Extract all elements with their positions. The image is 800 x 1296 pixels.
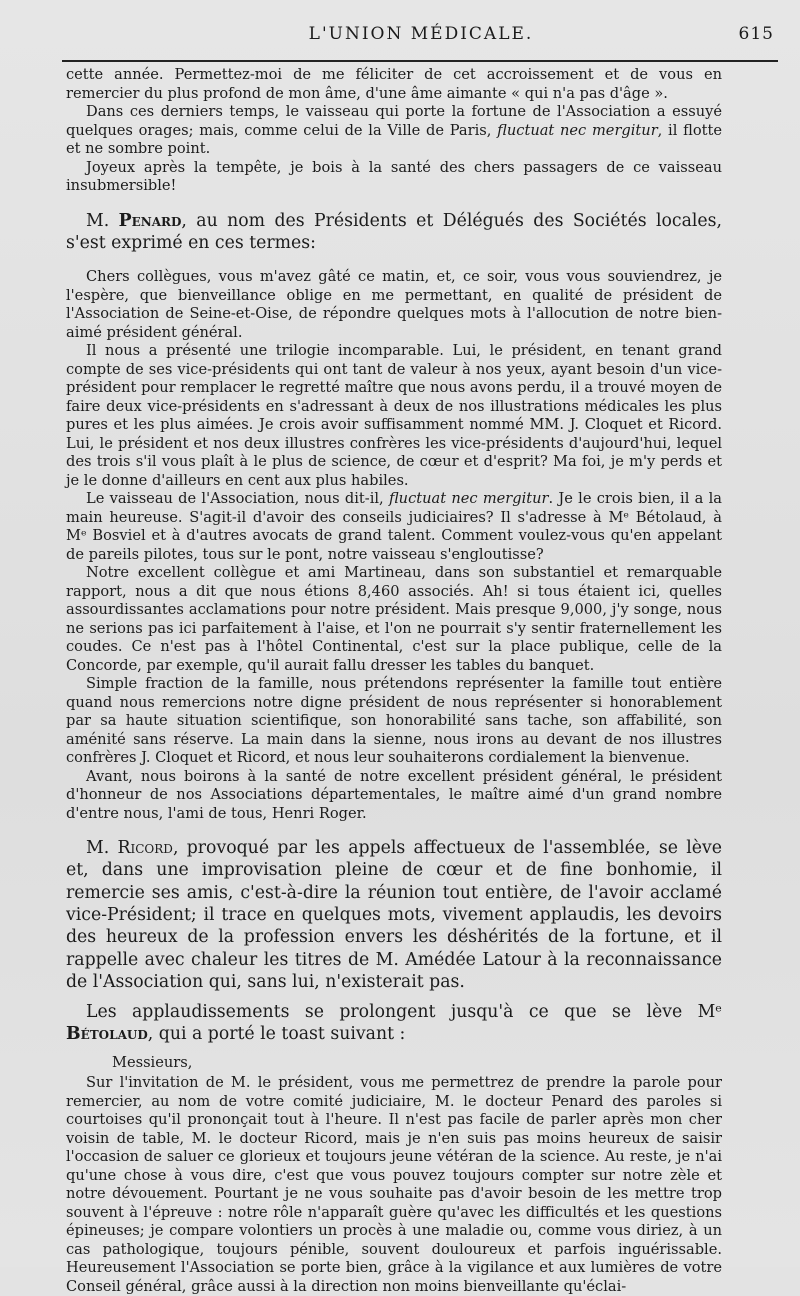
paragraph xyxy=(66,1074,722,1296)
paragraph-text: , qui a porté le toast suivant : xyxy=(147,1024,406,1045)
paragraph-text: Messieurs, xyxy=(112,1053,193,1071)
latin-phrase: fluctuat nec mergitur xyxy=(497,121,658,139)
paragraph xyxy=(66,66,722,103)
paragraph xyxy=(66,159,722,196)
paragraph xyxy=(66,1054,722,1073)
speaker-name: Bétolaud xyxy=(66,1024,148,1045)
paragraph-text: Le vaisseau de l'Association, nous dit-il, xyxy=(86,490,389,508)
paragraph xyxy=(66,1001,722,1046)
paragraph xyxy=(66,490,722,564)
paragraph xyxy=(66,675,722,768)
paragraph-text: Joyeux après la tempête, je bois à la santé des chers passagers de ce vaisseau insubmersible! xyxy=(66,158,722,194)
page-body xyxy=(66,66,722,1296)
page-header xyxy=(60,24,782,50)
paragraph-text: Les applaudissements se prolongent jusqu'à ce que se lève Mᵉ xyxy=(86,1002,722,1023)
paragraph-text: , il flotte et ne sombre point. xyxy=(66,121,723,157)
paragraph xyxy=(66,210,722,255)
paragraph-text: , au nom des Présidents et Délégués des Sociétés locales, s'est exprimé en ces termes: xyxy=(66,210,722,253)
paragraph-text: Dans ces derniers temps, le vaisseau qui porte la fortune de l'Association a essuyé quelques orages; mais, comme celui de la Ville de Paris, xyxy=(66,103,722,139)
paragraph xyxy=(66,564,722,675)
paragraph-text: Notre excellent collègue et ami Martineau, dans son substantiel et remarquable rapport, nous a dit que nous étions 8,460 associés. Ah! si tous étaient ici, quelles assourdissantes acclamations pour notre président. Mais presque 9,000, j'y songe, nous ne serions pas ici parfaitement à l'aise, et l'on ne pourrait s'y sentir fraternellement les coudes. Ce n'est pas à l'hôtel Continental, c'est sur la place publique, celle de la Concorde, par exemple, qu'il aurait fallu dresser les tables du banquet. xyxy=(66,564,722,674)
paragraph-text: M. xyxy=(86,838,118,859)
running-title: L'UNION MÉDICALE. xyxy=(308,24,534,44)
paragraph-text: Sur l'invitation de M. le président, vous me permettrez de prendre la parole pour remercier, au nom de votre comité judiciaire, M. le docteur Penard des paroles si courtoises qu'il prononçait tout à l'heure. Il n'est pas facile de parler après mon cher voisin de table, M. le docteur Ricord, mais je n'en suis pas moins heureux de saisir l'occasion de saluer ce glorieux et toujours jeune vétéran de la science. Au reste, je n'ai qu'une chose à vous dire, c'est que vous pouvez toujours compter sur notre zèle et notre dévouement. Pourtant je ne vous souhaite pas d'avoir besoin de les mettre trop souvent à l'épreuve : notre rôle n'apparaît guère qu'avec les difficultés et les questions épineuses; je compare volontiers un procès à une maladie ou, comme vous diriez, à un cas pathologique, toujours pénible, souvent douloureux et parfois inguérissable. Heureusement l'Association se porte bien, grâce à la vigilance et aux lumières de votre Conseil général, grâce aussi à la direction non moins bienveillante qu'éclai- xyxy=(66,1074,722,1295)
paragraph xyxy=(66,342,722,490)
paragraph xyxy=(66,768,722,824)
paragraph xyxy=(66,837,722,993)
page-number: 615 xyxy=(738,24,774,44)
header-rule xyxy=(62,60,778,62)
paragraph-text: cette année. Permettez-moi de me féliciter de cet accroissement et de vous en remercier du plus profond de mon âme, d'une âme aimante « qui n'a pas d'âge ». xyxy=(66,66,722,102)
paragraph-text: Chers collègues, vous m'avez gâté ce matin, et, ce soir, vous vous souviendrez, je l'espère, que bienveillance oblige en me permettant, en qualité de président de l'Association de Seine-et-Oise, de répondre quelques mots à l'allocution de notre bien-aimé président général. xyxy=(66,268,722,341)
paragraph xyxy=(66,103,722,159)
speaker-name: Ricord xyxy=(117,838,173,859)
paragraph-text: Il nous a présenté une trilogie incomparable. Lui, le président, en tenant grand compte de ses vice-présidents qui ont tant de valeur à nos yeux, ayant besoin d'un vice-président pour remplacer le regretté maître que nous avons perdu, il a trouvé moyen de faire deux vice-présidents en s'adressant à deux de nos illustrations médicales les plus pures et les plus aimées. Je crois avoir suffisamment nommé MM. J. Cloquet et Ricord. Lui, le président et nos deux illustres confrères les vice-présidents d'aujourd'hui, lequel des trois s'il vous plaît à le plus de science, de cœur et d'esprit? Ma foi, je m'y perds et je le donne d'ailleurs en cent aux plus habiles. xyxy=(66,342,722,489)
paragraph-text: M. xyxy=(86,210,119,231)
paragraph-text: , provoqué par les appels affectueux de l'assemblée, se lève et, dans une improvisation pleine de cœur et de fine bonhomie, il remercie ses amis, c'est-à-dire la réunion tout entière, de l'avoir acclamé vice-Président; il trace en quelques mots, vivement applaudis, les devoirs des heureux de la profession envers les déshérités de la fortune, et il rappelle avec chaleur les titres de M. Amédée Latour à la reconnaissance de l'Association qui, sans lui, n'existerait pas. xyxy=(66,838,722,992)
latin-phrase: fluctuat nec mergitur xyxy=(388,490,549,508)
paragraph-text: Avant, nous boirons à la santé de notre excellent président général, le président d'honneur de nos Associations départementales, le maître aimé d'un grand nombre d'entre nous, l'ami de tous, Henri Roger. xyxy=(66,767,722,822)
speaker-name: Penard xyxy=(118,210,182,231)
paragraph-text: . Je le crois bien, il a la main heureuse. S'agit-il d'avoir des conseils judiciaires? Il s'adresse à Mᵉ Bétolaud, à Mᵉ Bosviel et à d'autres avocats de grand talent. Comment voulez-vous qu'en appelant de pareils pilotes, tous sur le pont, notre vaisseau s'engloutisse? xyxy=(66,490,722,563)
paragraph xyxy=(66,268,722,342)
paragraph-text: Simple fraction de la famille, nous prétendons représenter la famille tout entière quand nous remercions notre digne président de nous représenter si honorablement par sa haute situation scientifique, son honorabilité sans tache, son affabilité, son aménité sans réserve. La main dans la sienne, nous irons au devant de nos illustres confrères J. Cloquet et Ricord, et nous leur souhaiterons cordialement la bienvenue. xyxy=(66,675,722,767)
